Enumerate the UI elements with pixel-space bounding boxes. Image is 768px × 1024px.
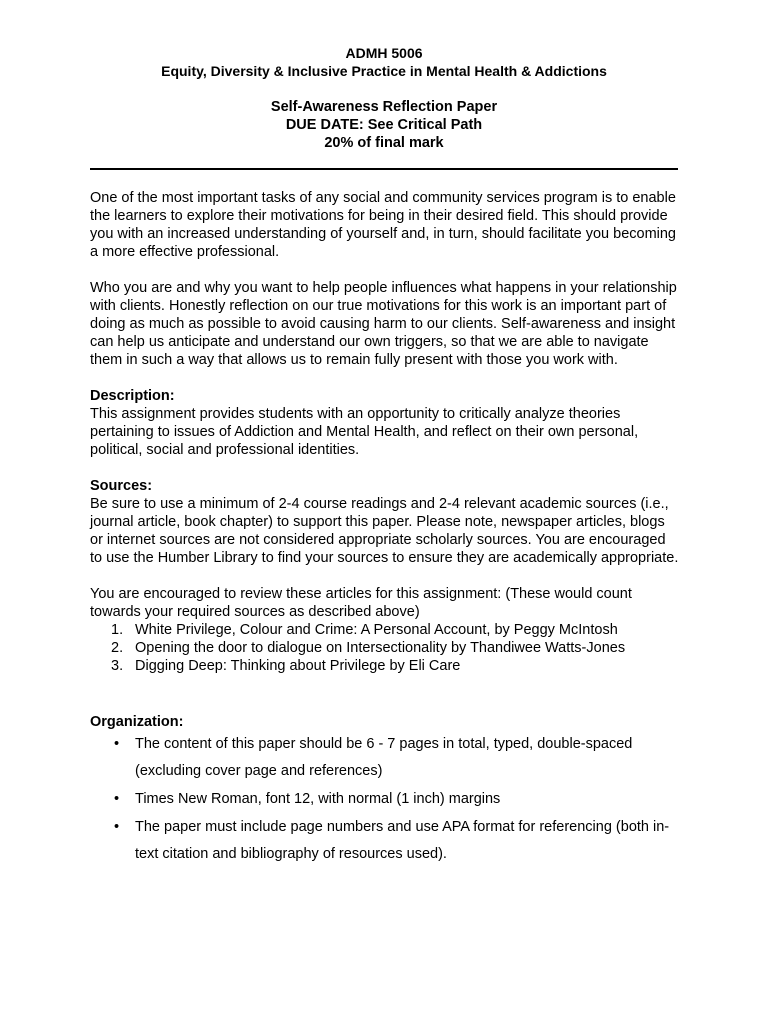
- document-body: [90, 189, 680, 869]
- organization-item-text: The content of this paper should be 6 - 7 pages in total, typed, double-spaced (excluding cover page and references): [135, 736, 633, 779]
- description-section: [90, 387, 680, 459]
- sources-text: Be sure to use a minimum of 2-4 course readings and 2-4 relevant academic sources (i.e., journal article, book chapter) to support this paper. Please note, newspaper articles, blogs or internet sources are not considered appropriate scholarly sources. You are encouraged to use the Humber Library to find your sources to ensure they are academically appropriate.: [90, 496, 679, 566]
- list-item: [90, 731, 680, 785]
- organization-item-text: The paper must include page numbers and use APA format for referencing (both in-text citation and bibliography of resources used).: [135, 819, 670, 862]
- bullet-icon: •: [114, 736, 120, 752]
- organization-section: [90, 713, 680, 868]
- articles-list: [90, 621, 680, 675]
- article-title: Digging Deep: Thinking about Privilege by Eli Care: [135, 658, 461, 674]
- bullet-icon: •: [114, 791, 120, 807]
- list-item: [90, 639, 680, 657]
- article-title: Opening the door to dialogue on Intersectionality by Thandiwee Watts-Jones: [135, 640, 626, 656]
- list-item: [90, 814, 680, 868]
- sources-heading: Sources:: [90, 478, 153, 494]
- document-header: [90, 44, 678, 152]
- intro-paragraph-2: Who you are and why you want to help people influences what happens in your relationship with clients. Honestly reflection on our true motivations for this work is an important part of doing as much as possible to avoid causing harm to our clients. Self-awareness and insight can help us anticipate and understand our own triggers, so that we are able to navigate them in such a way that allows us to remain fully present with those you work with.: [90, 280, 677, 368]
- sources-section: [90, 477, 680, 567]
- list-number: 3.: [111, 658, 124, 674]
- intro-paragraph-1: One of the most important tasks of any social and community services program is to enable the learners to explore their motivations for being in their desired field. This should provide you with an increased understanding of yourself and, in turn, should facilitate you becoming a more effective professional.: [90, 190, 676, 260]
- organization-list: [90, 731, 680, 868]
- article-title: White Privilege, Colour and Crime: A Personal Account, by Peggy McIntosh: [135, 622, 618, 638]
- list-item: [90, 657, 680, 675]
- list-number: 2.: [111, 640, 124, 656]
- course-code: ADMH 5006: [345, 45, 423, 61]
- list-item: [90, 786, 680, 813]
- list-number: 1.: [111, 622, 124, 638]
- header-divider: [90, 168, 678, 170]
- grade-weight: 20% of final mark: [324, 135, 444, 151]
- list-item: [90, 621, 680, 639]
- description-text: This assignment provides students with an opportunity to critically analyze theories pertaining to issues of Addiction and Mental Health, and reflect on their own personal, political, social and professional identities.: [90, 406, 639, 458]
- bullet-icon: •: [114, 819, 120, 835]
- description-heading: Description:: [90, 388, 175, 404]
- due-date: DUE DATE: See Critical Path: [285, 117, 483, 133]
- paper-title: Self-Awareness Reflection Paper: [270, 99, 498, 115]
- articles-intro: You are encouraged to review these articles for this assignment: (These would count towards your required sources as described above): [90, 586, 632, 620]
- course-title: Equity, Diversity & Inclusive Practice in Mental Health & Addictions: [161, 63, 607, 79]
- organization-item-text: Times New Roman, font 12, with normal (1 inch) margins: [135, 791, 501, 807]
- articles-section: [90, 585, 680, 675]
- organization-heading: Organization:: [90, 714, 184, 730]
